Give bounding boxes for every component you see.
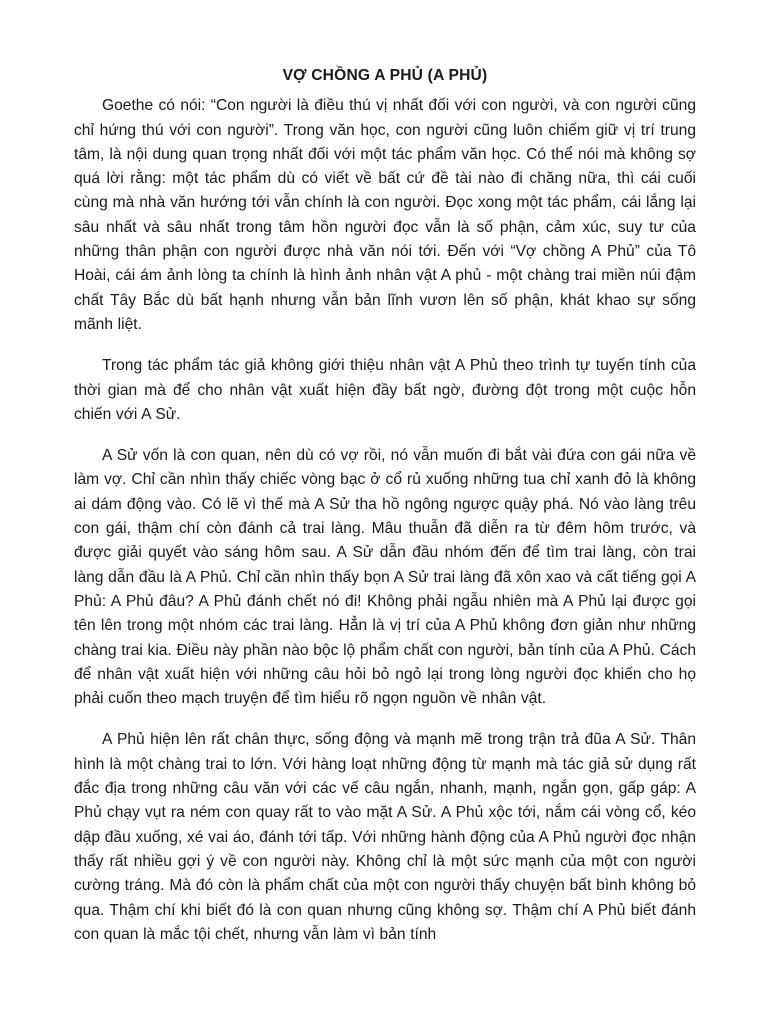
document-page: [74, 64, 696, 947]
document-title: VỢ CHỒNG A PHỦ (A PHỦ): [282, 67, 488, 84]
paragraph-3: A Sử vốn là con quan, nên dù có vợ rồi, nó vẫn muốn đi bắt vài đứa con gái nữa về làm vợ. Chỉ cần nhìn thấy chiếc vòng bạc ở cổ rủ xuống những tua chỉ xanh đỏ là không ai dám động vào. Có lẽ vì thế mà A Sử tha hồ ngông ngược quậy phá. Nó vào làng trêu con gái, thậm chí còn đánh cả trai làng. Mâu thuẫn đã diễn ra từ đêm hôm trước, và được giải quyết vào sáng hôm sau. A Sử dẫn đầu nhóm đến để tìm trai làng, còn trai làng dẫn đầu là A Phủ. Chỉ cần nhìn thấy bọn A Sử trai làng đã xôn xao và cất tiếng gọi A Phủ: A Phủ đâu? A Phủ đánh chết nó đi! Không phải ngẫu nhiên mà A Phủ lại được gọi tên lên trong một nhóm các trai làng. Hẳn là vị trí của A Phủ không đơn giản như những chàng trai kia. Điều này phần nào bộc lộ phẩm chất con người, bản tính của A Phủ. Cách để nhân vật xuất hiện với những câu hỏi bỏ ngỏ lại trong lòng người đọc khiến cho họ phải cuốn theo mạch truyện để tìm hiểu rõ ngọn nguồn về nhân vật.: [74, 447, 696, 708]
paragraph-2: Trong tác phẩm tác giả không giới thiệu nhân vật A Phủ theo trình tự tuyến tính của thời gian mà để cho nhân vật xuất hiện đầy bất ngờ, đường đột trong một cuộc hỗn chiến với A Sử.: [74, 357, 696, 423]
paragraph-4: A Phủ hiện lên rất chân thực, sống động và mạnh mẽ trong trận trả đũa A Sử. Thân hình là một chàng trai to lớn. Với hàng loạt những động từ mạnh mà tác giả sử dụng rất đắc địa trong những câu văn với các vế câu ngắn, nhanh, mạnh, ngắn gọn, gấp gáp: A Phủ chạy vụt ra ném con quay rất to vào mặt A Sử. A Phủ xộc tới, nắm cái vòng cổ, kéo dập đầu xuống, xé vai áo, đánh tới tấp. Với những hành động của A Phủ người đọc nhận thấy rất nhiều gợi ý về con người này. Không chỉ là một sức mạnh của một con người cường tráng. Mà đó còn là phẩm chất của một con người thấy chuyện bất bình không bỏ qua. Thậm chí khi biết đó là con quan nhưng cũng không sợ. Thậm chí A Phủ biết đánh con quan là mắc tội chết, nhưng vẫn làm vì bản tính: [74, 731, 696, 943]
paragraph-1: Goethe có nói: “Con người là điều thú vị nhất đối với con người, và con người cũng chỉ hứng thú với con người”. Trong văn học, con người cũng luôn chiếm giữ vị trí trung tâm, là nội dung quan trọng nhất đối với một tác phẩm văn học. Có thể nói mà không sợ quá lời rằng: một tác phẩm dù có viết về bất cứ đề tài nào đi chăng nữa, thì cái cuối cùng mà nhà văn hướng tới vẫn chính là con người. Đọc xong một tác phẩm, cái lắng lại sâu nhất và sâu nhất trong tâm hồn người đọc vẫn là số phận, cảm xúc, suy tư của những thân phận con người được nhà văn nói tới. Đến với “Vợ chồng A Phủ” của Tô Hoài, cái ám ảnh lòng ta chính là hình ảnh nhân vật A phủ - một chàng trai miền núi đậm chất Tây Bắc dù bất hạnh nhưng vẫn bản lĩnh vươn lên số phận, khát khao sự sống mãnh liệt.: [74, 97, 696, 333]
